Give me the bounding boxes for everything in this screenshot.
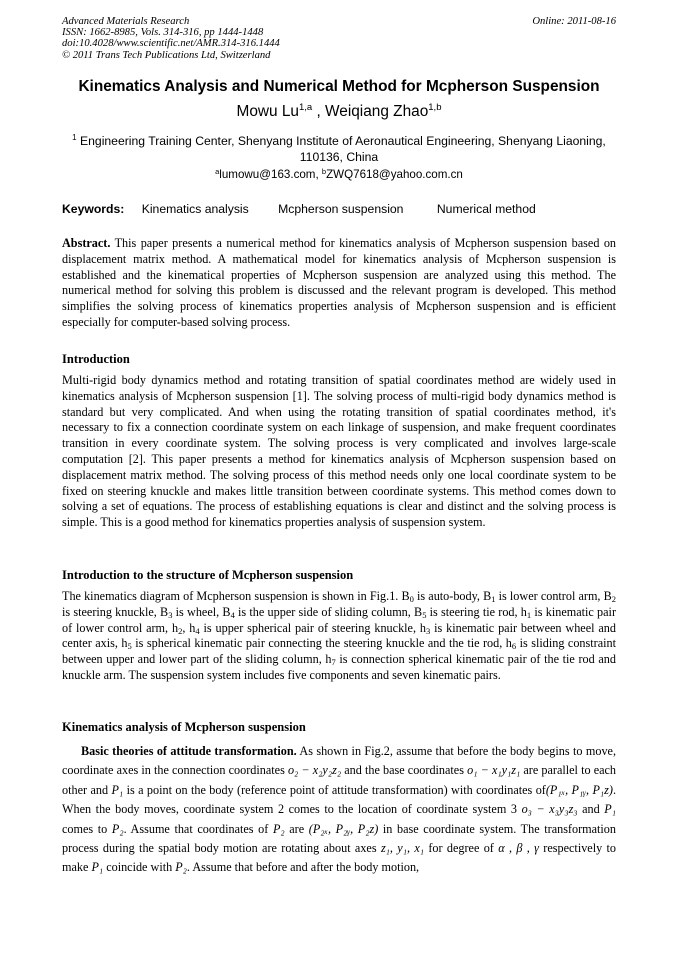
math-expression: P₂ xyxy=(111,821,124,836)
email-superscript: a xyxy=(215,167,220,176)
math-expression: P₁ xyxy=(111,782,124,797)
email-link[interactable]: ZWQ7618@yahoo.com.cn xyxy=(326,168,463,181)
affiliation-text: Engineering Training Center, Shenyang Institute of Aeronautical Engineering, Shenyang Liaoning, 110136, China xyxy=(80,134,606,164)
email-superscript: b xyxy=(321,167,327,176)
subscript: 0 xyxy=(409,594,414,604)
text-run: respectively to make xyxy=(62,841,617,875)
text-run: , h xyxy=(182,620,196,635)
abstract xyxy=(62,236,616,331)
text-run: is kinematic pair between wheel and center axis, h xyxy=(62,620,616,651)
text-run: is wheel, B xyxy=(172,604,231,619)
author-superscript: 1,a xyxy=(298,102,313,113)
text-run: . Assume that coordinates of xyxy=(123,821,273,836)
online-date: Online: 2011-08-16 xyxy=(532,16,616,27)
text-run: is steering knuckle, B xyxy=(62,604,169,619)
subscript: 2 xyxy=(178,625,183,636)
doi-link[interactable]: doi:10.4028/www.scientific.net/AMR.314-316.1444 xyxy=(62,38,280,50)
keyword: Kinematics analysis xyxy=(141,202,249,216)
journal-header xyxy=(62,16,280,61)
subscript: 1 xyxy=(491,594,496,604)
author-line xyxy=(62,102,616,121)
text-run: are xyxy=(284,821,309,836)
text-run: are parallel to each other and xyxy=(62,763,617,797)
subscript: 7 xyxy=(331,657,336,668)
text-run: is auto-body, B xyxy=(413,589,492,603)
affiliation-number: 1 xyxy=(72,133,77,142)
subscript: 5 xyxy=(127,641,132,652)
subscript: 2 xyxy=(611,594,616,604)
math-expression: (P₂ₓ, P₂ᵧ, P₂z) xyxy=(308,821,379,836)
text-run: is sliding constraint between upper and lower part of the sliding column, h xyxy=(62,636,616,667)
subscript: 4 xyxy=(195,625,200,636)
keyword: Numerical method xyxy=(436,202,536,216)
text-run: . When the body moves, coordinate system 2 comes to the location of coordinate system 3 xyxy=(62,782,617,817)
text-run: is lower control arm, B xyxy=(495,589,612,603)
text-run: is kinematic pair of lower control arm, h xyxy=(62,604,617,635)
text-run: and xyxy=(577,802,605,817)
text-run: is upper spherical pair of steering knuckle, h xyxy=(199,620,426,635)
text-run: is the upper side of sliding column, B xyxy=(234,604,423,619)
math-expression: o₂ − x₂y₂z₂ xyxy=(287,763,342,778)
affiliation xyxy=(62,130,616,165)
math-expression: P₂ xyxy=(272,821,285,836)
structure-body xyxy=(62,589,616,684)
introduction-body xyxy=(62,373,616,531)
journal-name: Advanced Materials Research xyxy=(62,16,190,27)
kinematics-body xyxy=(62,742,616,878)
issn-line: ISSN: 1662-8985, Vols. 314-316, pp 1444-1448 xyxy=(62,27,264,39)
subscript: 1 xyxy=(526,609,532,620)
author-emails xyxy=(62,167,616,181)
copyright-line: © 2011 Trans Tech Publications Ltd, Switzerland xyxy=(62,49,271,61)
text-run: As shown in Fig.2, assume that before the body begins to move, coordinate axes in the connection coordinates xyxy=(62,744,617,778)
math-expression: P₂ xyxy=(175,860,187,875)
math-expression: P₁ xyxy=(604,802,616,817)
text-run: is connection spherical kinematic pair of the tie rod and knuckle arm. The suspension system includes five components and seven kinematic pairs. xyxy=(62,652,616,682)
section-heading-kinematics: Kinematics analysis of Mcpherson suspension xyxy=(62,720,306,734)
math-expression: o₃ − x₃y₃z₃ xyxy=(521,802,578,817)
text-run: is spherical kinematic pair connecting the steering knuckle and the tie rod, h xyxy=(131,636,512,651)
subscript: 5 xyxy=(422,609,427,620)
section-heading-introduction: Introduction xyxy=(62,352,130,366)
text-run: is a point on the body (reference point of attitude transformation) with coordinates of xyxy=(123,782,546,797)
math-expression: α , β , γ xyxy=(498,841,539,856)
subscript: 3 xyxy=(425,625,431,636)
math-expression: P₁ xyxy=(91,860,104,875)
introduction-text: Multi-rigid body dynamics method and rotating transition of spatial coordinates method are widely used in kinematics analysis of Mcpherson suspension [1]. The solving process of multi-rigid body dynamics method is standard but very complicated. And when using the rotating transition of spatial coordinates method, it's necessary to fix a connection coordinate system on each linkage of suspension, and make frequent coordinates transition in every coordinate system. The solving process is very complicated and involves large-scale computation [2]. This paper presents a method for kinematics analysis of Mcpherson suspension based on displacement matrix method. The solving process of this method needs only one local coordinate system to be fixed on steering knuckle and makes little transition between coordinate systems. This method comes down to solving a set of equations. The process of establishing equations is clear and distinct and the solving process is simple. This is a good method for kinematics properties analysis of suspension system. xyxy=(62,373,616,530)
author-name: Mowu Lu xyxy=(236,103,299,120)
keywords-line xyxy=(62,202,536,216)
keyword: Mcpherson suspension xyxy=(278,202,404,216)
author-superscript: 1,b xyxy=(428,102,442,113)
text-run: for degree of xyxy=(424,841,499,856)
subscript: 4 xyxy=(230,609,235,620)
text-run: coincide with xyxy=(103,860,176,875)
text-run: The kinematics diagram of Mcpherson suspension is shown in Fig.1. B xyxy=(62,589,410,603)
math-expression: z₁, y₁, x₁ xyxy=(380,841,424,856)
paper-title: Kinematics Analysis and Numerical Method for Mcpherson Suspension xyxy=(78,78,600,95)
math-expression: o₁ − x₁y₁z₁ xyxy=(467,763,521,778)
text-run: is steering tie rod, h xyxy=(426,604,527,619)
subscript: 3 xyxy=(168,609,173,620)
runin-heading: Basic theories of attitude transformation. xyxy=(81,744,297,758)
text-run: and the base coordinates xyxy=(341,763,468,778)
email-link[interactable]: lumowu@163.com, xyxy=(219,168,322,181)
abstract-text: This paper presents a numerical method for kinematics analysis of Mcpherson suspension based on displacement matrix method. A mathematical model for kinematics analysis of Mcpherson suspension is established and the kinematical properties of Mcpherson suspension are analyzed using this method. The numerical method for solving this problem is discussed and the relevant program is developed. This method simplifies the solving process of kinematics properties analysis of Mcpherson suspension and is efficient especially for computer-based solving process. xyxy=(62,236,617,329)
abstract-label: Abstract. xyxy=(62,236,111,250)
math-expression: (P₁ₓ, P₁ᵧ, P₁z) xyxy=(545,782,613,797)
author-name: Weiqiang Zhao xyxy=(325,103,429,120)
text-run: . Assume that before and after the body motion, xyxy=(186,860,420,875)
author-separator: , xyxy=(312,103,326,120)
section-heading-structure: Introduction to the structure of Mcpherson suspension xyxy=(62,568,354,582)
text-run: in base coordinate system. The transformation process during the spatial body motion are rotating about axes xyxy=(62,821,616,856)
subscript: 6 xyxy=(511,641,517,652)
keywords-label: Keywords: xyxy=(62,202,125,216)
text-run: comes to xyxy=(62,821,112,836)
